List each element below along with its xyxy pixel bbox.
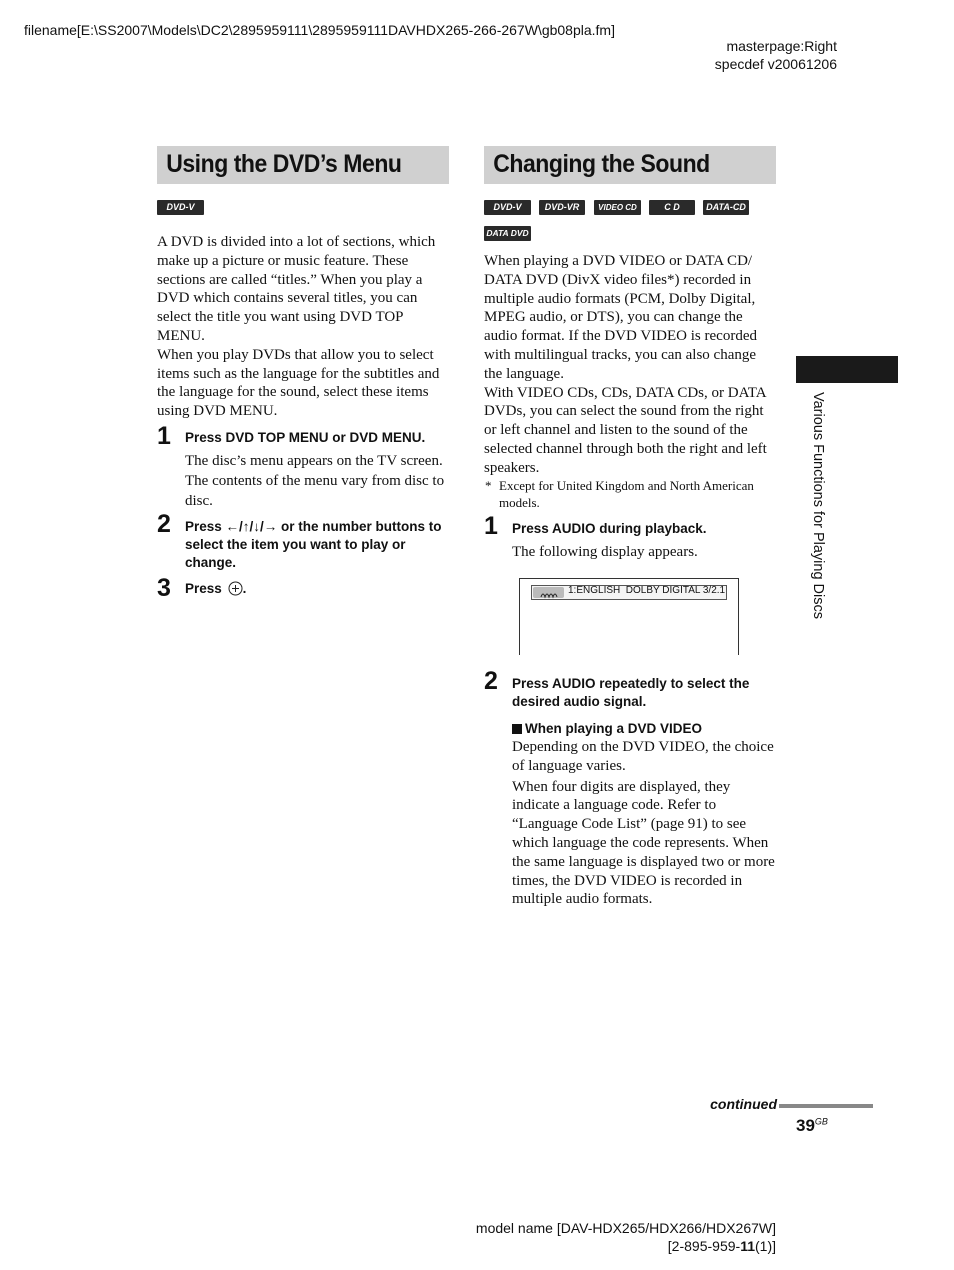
step-label: Press AUDIO repeatedly to select the desired audio signal. [512, 676, 750, 709]
side-tab-marker [796, 356, 898, 383]
step-number: 1 [484, 512, 498, 540]
page-number [796, 1116, 828, 1136]
right-section-title-bar [484, 146, 776, 184]
step-label: Press AUDIO during playback. [512, 521, 707, 536]
sub-para-2: When four digits are displayed, they indicate a language code. Refer to “Language Code List” (page 91) to see which language the code represents. When the same language is displayed two or more times, the DVD VIDEO is recorded in multiple audio formats. [512, 778, 775, 908]
sub-para-1: Depending on the DVD VIDEO, the choice of language varies. [512, 739, 774, 774]
badge-data-cd: DATA-CD [703, 200, 749, 215]
header-meta [715, 37, 837, 73]
footer-code-prefix: [2-895-959- [667, 1238, 741, 1254]
step-label: Press [185, 581, 222, 596]
step-number: 2 [157, 510, 171, 538]
right-intro [484, 252, 776, 478]
continued-rule [779, 1104, 873, 1108]
footnote-mark: * [485, 478, 492, 493]
step-number: 3 [157, 574, 171, 602]
page-number-suffix: GB [814, 1116, 828, 1127]
square-bullet-icon [512, 724, 522, 734]
audio-format-icon [533, 587, 564, 598]
audio-osd-text: 1:ENGLISH DOLBY DIGITAL 3/2.1 [568, 585, 726, 596]
subheading-text: When playing a DVD VIDEO [525, 721, 703, 736]
step-number: 2 [484, 667, 498, 695]
header-specdef: specdef v20061206 [714, 56, 837, 72]
right-para-2: With VIDEO CDs, CDs, DATA CDs, or DATA DVDs, you can select the sound from the right or left channel and listen to the sound of the selected channel through both the right and left speakers. [484, 384, 767, 476]
left-para-1: A DVD is divided into a lot of sections, which make up a picture or music feature. These sections are called “titles.” When you play a DVD which contains several titles, you can select the title you want using DVD TOP MENU. [157, 234, 436, 344]
enter-button-icon [228, 581, 243, 601]
badge-video-cd: VIDEO CD [594, 200, 641, 215]
left-intro [157, 233, 449, 421]
step-detail: The following display appears. [512, 544, 698, 560]
page-number-value: 39 [796, 1116, 815, 1135]
right-para-1: When playing a DVD VIDEO or DATA CD/ DATA DVD (DivX video files*) recorded in multiple audio formats (PCM, Dolby Digital, MPEG audio, or DTS), you can change the audio format. If the DVD VIDEO is recorded with multilingual tracks, you can also change the language. [484, 253, 757, 382]
continued-label: continued [710, 1096, 777, 1112]
left-section-title-bar [157, 146, 449, 184]
badge-dvd-vr: DVD-VR [539, 200, 585, 215]
subheading [512, 720, 776, 738]
badge-data-dvd: DATA DVD [484, 226, 531, 241]
header-masterpage: masterpage:Right [726, 38, 837, 54]
badge-dvd-v: DVD-V [157, 200, 204, 215]
footer-code-suffix: (1)] [755, 1238, 776, 1254]
side-tab-label [806, 392, 828, 672]
right-section-title: Changing the Sound [493, 150, 710, 178]
step-label: Press ←/↑/↓/→ or the number buttons to select the item you want to play or change. [185, 519, 442, 570]
header-filename: filename[E:\SS2007\Models\DC2\2895959111\2895959111DAVHDX265-266-267W\gb08pla.fm] [24, 22, 615, 38]
step-label-suffix: . [242, 581, 247, 596]
sub-section [512, 738, 776, 909]
step-detail: The disc’s menu appears on the TV screen. The contents of the menu vary from disc to disc. [185, 453, 445, 509]
footnote-text: Except for United Kingdom and North American models. [499, 478, 754, 510]
side-tab-text: Various Functions for Playing Discs [810, 392, 826, 619]
step-number: 1 [157, 422, 171, 450]
footer-code-bold: 11 [740, 1238, 755, 1254]
step-label-3 [185, 580, 385, 601]
audio-osd-bar [531, 585, 727, 600]
left-para-2: When you play DVDs that allow you to select items such as the language for the subtitles and the language for the sound, select these items using DVD MENU. [157, 346, 440, 420]
badge-cd: C D [649, 200, 695, 215]
footer-code [668, 1238, 776, 1254]
step-label: Press DVD TOP MENU or DVD MENU. [185, 430, 426, 445]
footnote [484, 477, 776, 511]
footer-model: model name [DAV-HDX265/HDX266/HDX267W] [475, 1220, 776, 1236]
badge-dvd-v: DVD-V [484, 200, 531, 215]
left-section-title: Using the DVD’s Menu [166, 150, 402, 178]
